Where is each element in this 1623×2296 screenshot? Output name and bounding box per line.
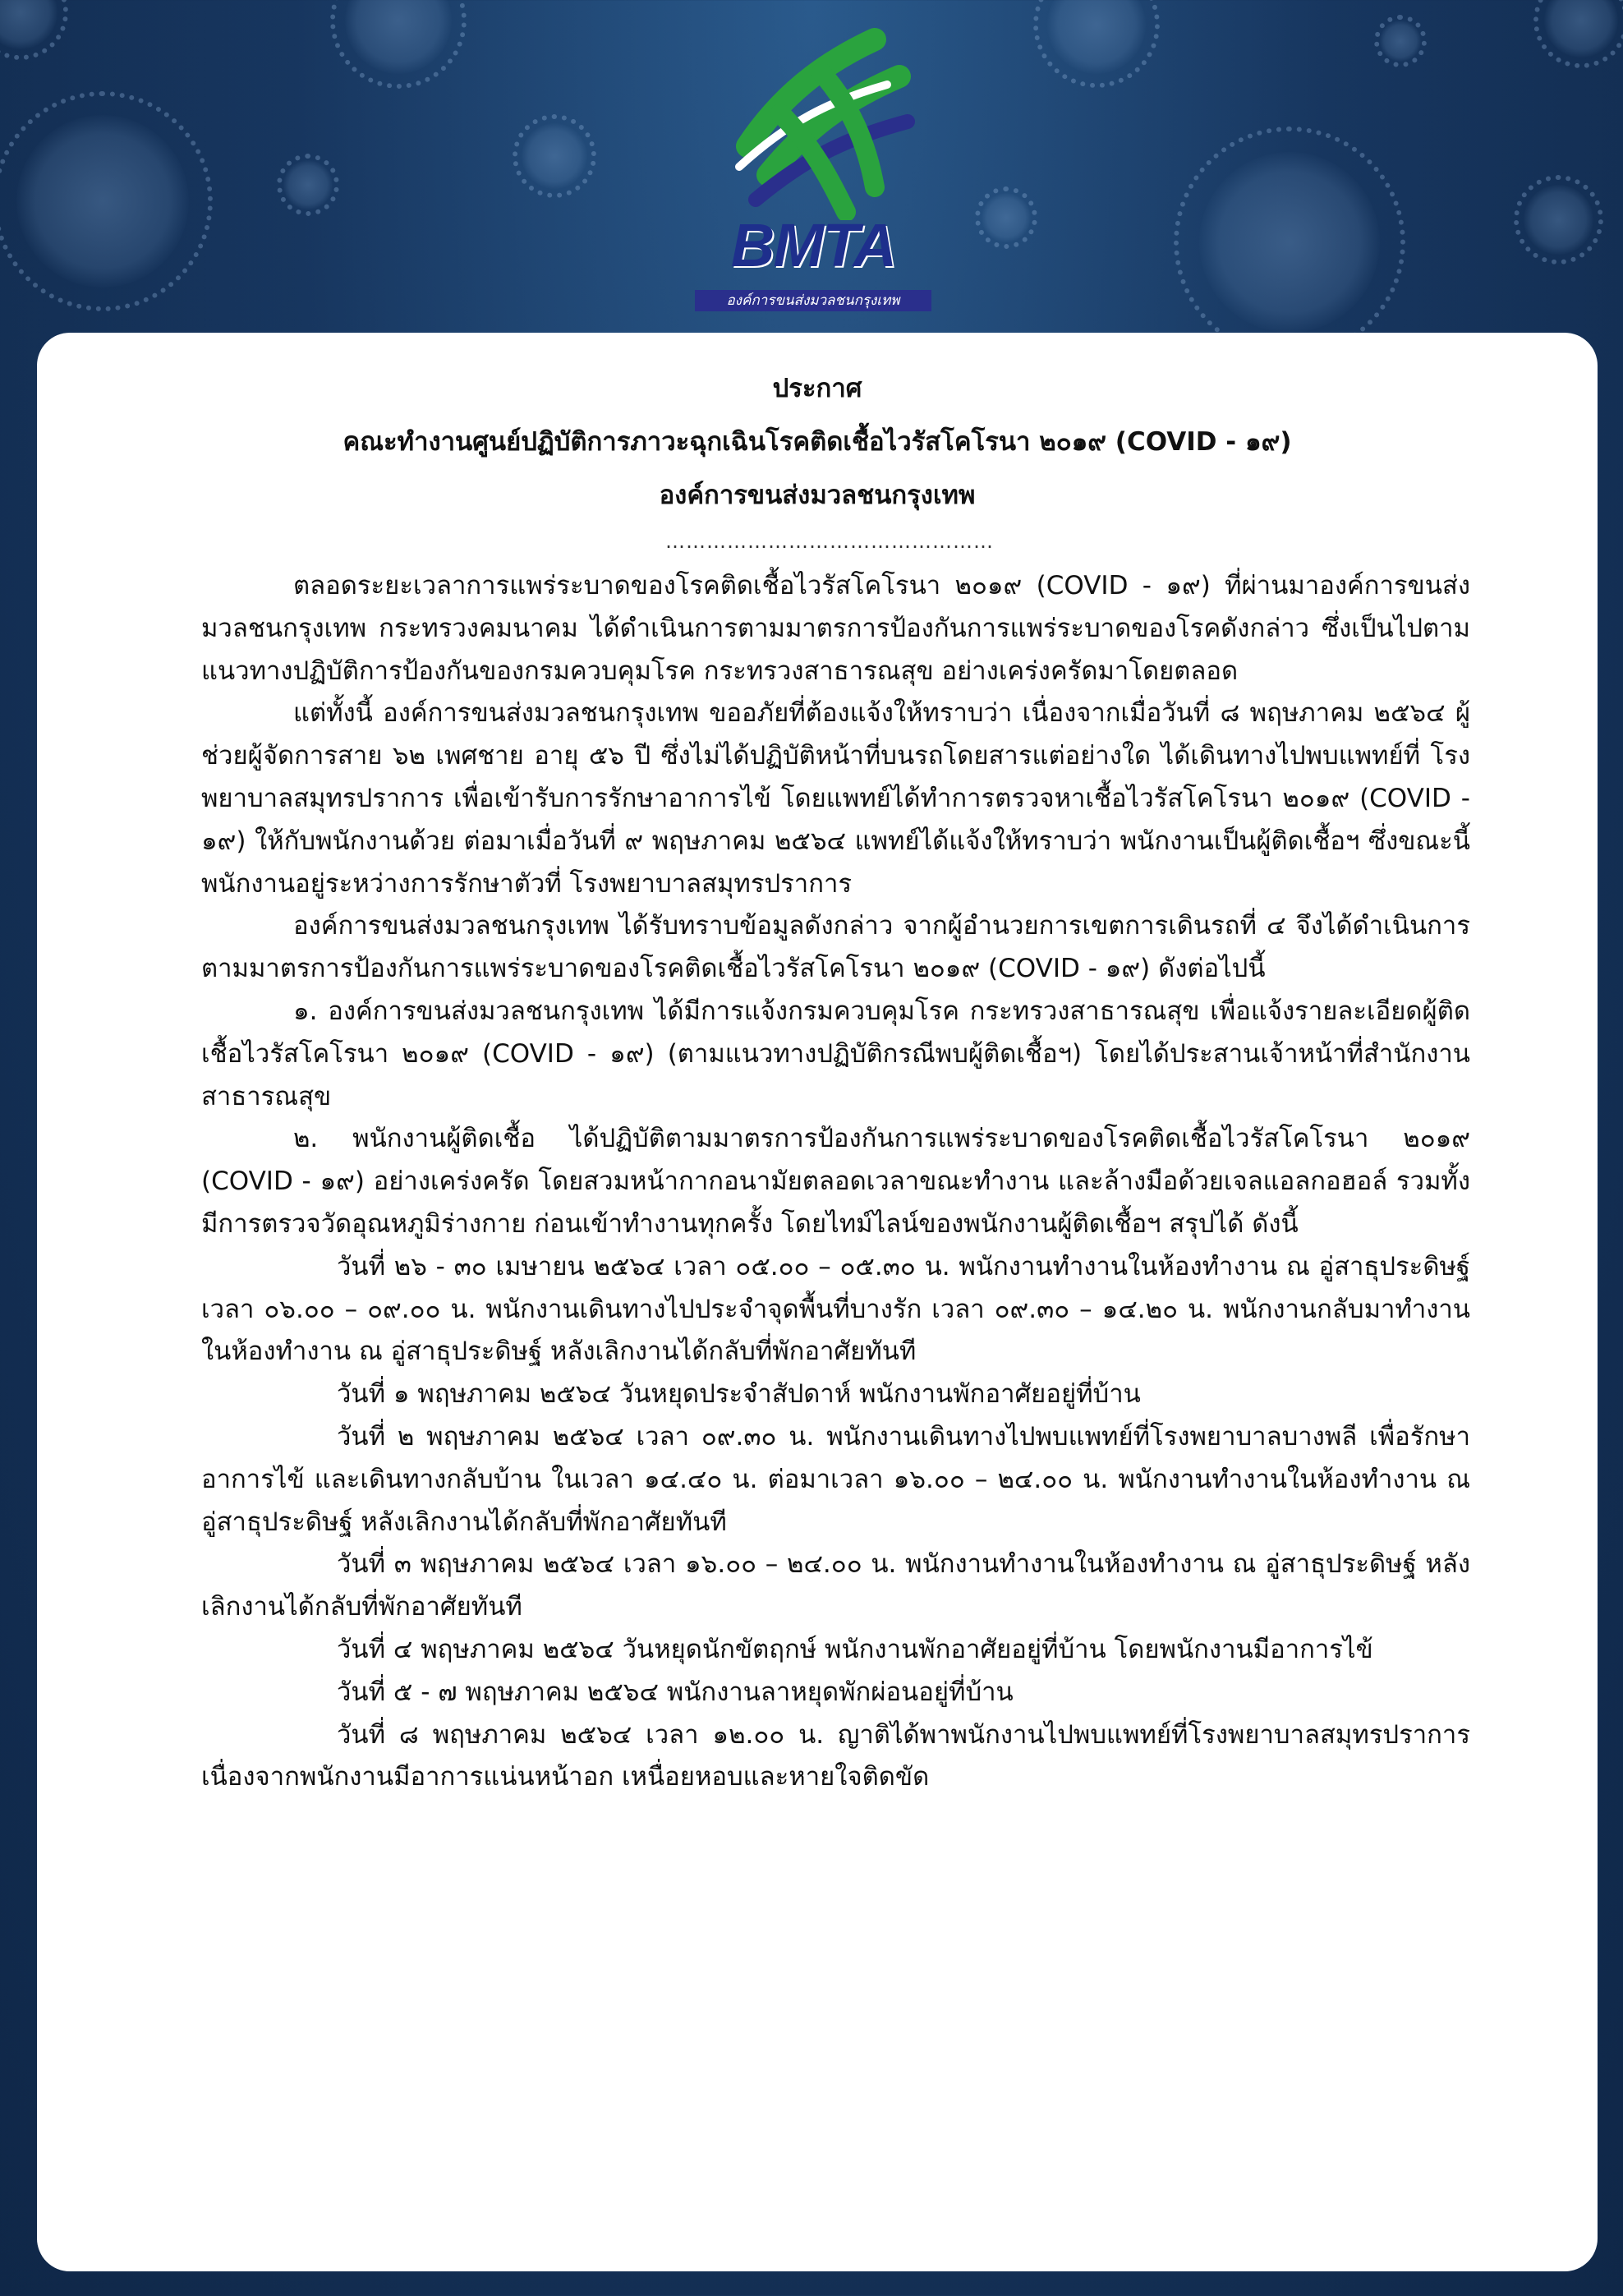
virus-decoration-7 xyxy=(1047,0,1146,74)
bmta-logo xyxy=(690,23,936,309)
logo-wordmark: BMTA xyxy=(730,211,896,279)
bmta-emblem-icon xyxy=(690,23,936,220)
announcement-committee: คณะทำงานศูนย์ปฏิบัติการภาวะฉุกเฉินโรคติดเชื้อไวรัสโคโรนา ๒๐๑๙ (COVID - ๑๙) xyxy=(343,427,1292,457)
virus-decoration-8 xyxy=(1199,152,1380,333)
logo-subtitle: องค์การขนส่งมวลชนกรุงเทพ xyxy=(695,290,931,311)
timeline-entry: วันที่ ๑ พฤษภาคม ๒๕๖๔ วันหยุดประจำสัปดาห์ พนักงานพักอาศัยอยู่ที่บ้าน xyxy=(337,1379,1141,1410)
virus-decoration-11 xyxy=(1544,0,1618,58)
timeline-entry: วันที่ ๔ พฤษภาคม ๒๕๖๔ วันหยุดนักขัตฤกษ์ พนักงานพักอาศัยอยู่ที่บ้าน โดยพนักงานมีอาการไข้ xyxy=(337,1634,1373,1664)
timeline-entry: วันที่ ๕ - ๗ พฤษภาคม ๒๕๖๔ พนักงานลาหยุดพักผ่อนอยู่ที่บ้าน xyxy=(337,1677,1014,1707)
paragraph-measure-1: ๑. องค์การขนส่งมวลชนกรุงเทพ ได้มีการแจ้งกรมควบคุมโรค กระทรวงสาธารณสุข เพื่อแจ้งรายละเอียดผู้ติดเชื้อไวรัสโคโรนา ๒๐๑๙ (COVID - ๑๙) (ตามแนวทางปฏิบัติกรณีพบผู้ติดเชื้อฯ) โดยได้ประสานเจ้าหน้าที่สำนักงานสาธารณสุข xyxy=(201,996,1470,1111)
title-separator: ………………………………………… xyxy=(665,530,994,553)
virus-decoration-2 xyxy=(16,115,189,288)
paragraph-case-report: แต่ทั้งนี้ องค์การขนส่งมวลชนกรุงเทพ ขออภัยที่ต้องแจ้งให้ทราบว่า เนื่องจากเมื่อวันที่ ๘ พฤษภาคม ๒๕๖๔ ผู้ช่วยผู้จัดการสาย ๖๒ เพศชาย อายุ ๕๖ ปี ซึ่งไม่ได้ปฏิบัติหน้าที่บนรถโดยสารแต่อย่างใด ได้เดินทางไปพบแพทย์ที่ โรงพยาบาลสมุทรปราการ เพื่อเข้ารับการรักษาอาการไข้ โดยแพทย์ได้ทำการตรวจหาเชื้อไวรัสโคโรนา ๒๐๑๙ (COVID - ๑๙) ให้กับพนักงานด้วย ต่อมาเมื่อวันที่ ๙ พฤษภาคม ๒๕๖๔ แพทย์ได้แจ้งให้ทราบว่า พนักงานเป็นผู้ติดเชื้อฯ ซึ่งขณะนี้พนักงานอยู่ระหว่างการรักษาตัวที่ โรงพยาบาลสมุทรปราการ xyxy=(201,698,1470,899)
virus-decoration-6 xyxy=(982,193,1031,242)
virus-decoration-1 xyxy=(0,0,57,49)
virus-decoration-4 xyxy=(345,0,452,74)
virus-decoration-10 xyxy=(1524,185,1593,255)
timeline-entry: วันที่ ๒๖ - ๓๐ เมษายน ๒๕๖๔ เวลา ๐๕.๐๐ – ๐๕.๓๐ น. พนักงานทำงานในห้องทำงาน ณ อู่สาธุประดิษฐ์ เวลา ๐๖.๐๐ – ๐๙.๐๐ น. พนักงานเดินทางไปประจำจุดพื้นที่บางรัก เวลา ๐๙.๓๐ – ๑๔.๒๐ น. พนักงานกลับมาทำงานในห้องทำงาน ณ อู่สาธุประดิษฐ์ หลังเลิกงานได้กลับที่พักอาศัยทันที xyxy=(201,1251,1470,1367)
virus-decoration-9 xyxy=(1380,21,1421,62)
timeline-entry: วันที่ ๘ พฤษภาคม ๒๕๖๔ เวลา ๑๒.๐๐ น. ญาติได้พาพนักงานไปพบแพทย์ที่โรงพยาบาลสมุทรปราการ เนื่องจากพนักงานมีอาการแน่นหน้าอก เหนื่อยหอบและหายใจติดขัด xyxy=(201,1719,1470,1792)
document-card xyxy=(37,333,1598,2271)
timeline-entry: วันที่ ๒ พฤษภาคม ๒๕๖๔ เวลา ๐๙.๓๐ น. พนักงานเดินทางไปพบแพทย์ที่โรงพยาบาลบางพลี เพื่อรักษาอาการไข้ และเดินทางกลับบ้าน ในเวลา ๑๔.๔๐ น. ต่อมาเวลา ๑๖.๐๐ – ๒๔.๐๐ น. พนักงานทำงานในห้องทำงาน ณ อู่สาธุประดิษฐ์ หลังเลิกงานได้กลับที่พักอาศัยทันที xyxy=(201,1421,1470,1537)
document-body xyxy=(201,565,1470,1799)
announcement-heading: ประกาศ xyxy=(772,374,862,403)
announcement-organization: องค์การขนส่งมวลชนกรุงเทพ xyxy=(659,481,976,510)
paragraph-intro: ตลอดระยะเวลาการแพร่ระบาดของโรคติดเชื้อไวรัสโคโรนา ๒๐๑๙ (COVID - ๑๙) ที่ผ่านมาองค์การขนส่งมวลชนกรุงเทพ กระทรวงคมนาคม ได้ดำเนินการตามมาตรการป้องกันการแพร่ระบาดของโรคดังกล่าว ซึ่งเป็นไปตามแนวทางปฏิบัติการป้องกันของกรมควบคุมโรค กระทรวงสาธารณสุข อย่างเคร่งครัดมาโดยตลอด xyxy=(201,571,1470,686)
virus-decoration-5 xyxy=(522,123,587,189)
paragraph-measure-2: ๒. พนักงานผู้ติดเชื้อ ได้ปฏิบัติตามมาตรการป้องกันการแพร่ระบาดของโรคติดเชื้อไวรัสโคโรนา ๒๐๑๙ (COVID - ๑๙) อย่างเคร่งครัด โดยสวมหน้ากากอนามัยตลอดเวลาขณะทำงาน และล้างมือด้วยเจลแอลกอฮอล์ รวมทั้ง มีการตรวจวัดอุณหภูมิร่างกาย ก่อนเข้าทำงานทุกครั้ง โดยไทม์ไลน์ของพนักงานผู้ติดเชื้อฯ สรุปได้ ดังนี้ xyxy=(201,1124,1470,1239)
virus-decoration-3 xyxy=(283,160,333,209)
timeline-entry: วันที่ ๓ พฤษภาคม ๒๕๖๔ เวลา ๑๖.๐๐ – ๒๔.๐๐ น. พนักงานทำงานในห้องทำงาน ณ อู่สาธุประดิษฐ์ หลังเลิกงานได้กลับที่พักอาศัยทันที xyxy=(201,1549,1470,1622)
paragraph-measures: องค์การขนส่งมวลชนกรุงเทพ ได้รับทราบข้อมูลดังกล่าว จากผู้อำนวยการเขตการเดินรถที่ ๔ จึงได้ดำเนินการตามมาตรการป้องกันการแพร่ระบาดของโรคติดเชื้อไวรัสโคโรนา ๒๐๑๙ (COVID - ๑๙) ดังต่อไปนี้ xyxy=(201,911,1470,984)
